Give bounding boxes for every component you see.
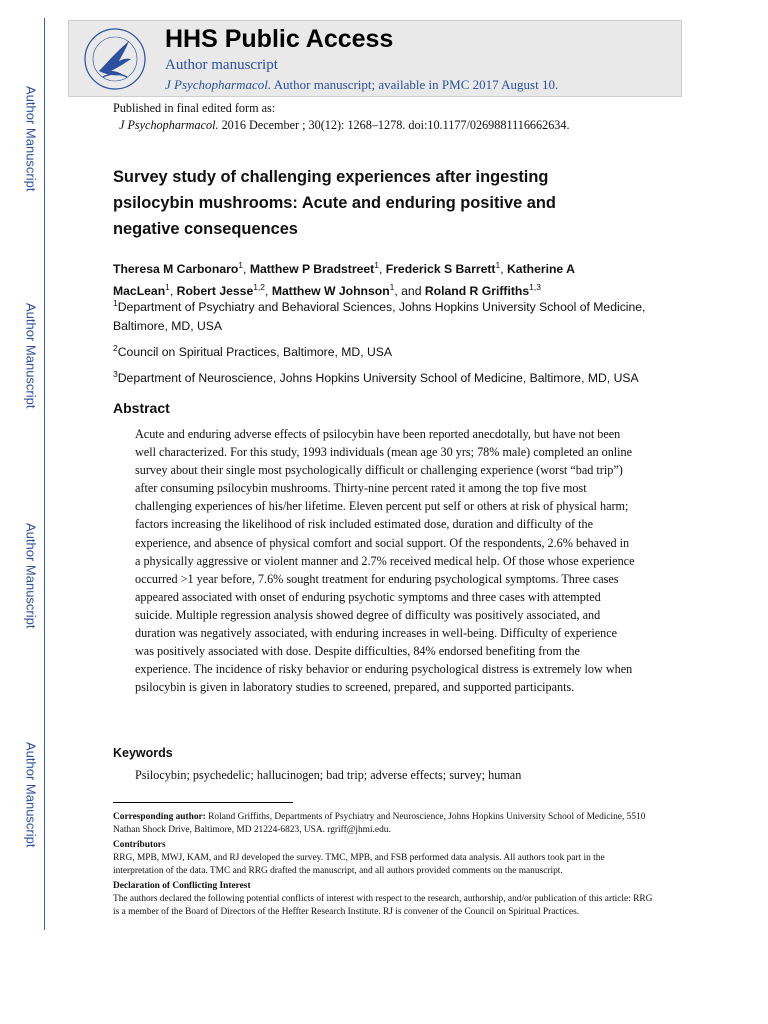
- affiliation-3: [113, 365, 673, 388]
- citation-journal: J Psychopharmacol.: [119, 118, 219, 132]
- affiliation-text: Department of Psychiatry and Behavioral Sciences, Johns Hopkins University School of Medicine, Baltimore, MD, USA: [113, 300, 646, 334]
- availability-text: Author manuscript; available in PMC 2017 August 10.: [271, 77, 559, 92]
- keywords-heading: Keywords: [113, 746, 173, 760]
- hhs-eagle-seal-icon: [83, 25, 147, 93]
- author-name: Katherine A MacLean: [113, 262, 575, 299]
- affiliation-1: [113, 294, 673, 336]
- affiliation-number: 3: [113, 369, 118, 379]
- citation-line: [113, 117, 570, 134]
- author-affiliation-marker: 1,2: [253, 282, 266, 293]
- affiliation-number: 2: [113, 343, 118, 353]
- journal-abbrev: J Psychopharmacol.: [165, 77, 272, 92]
- author-name: Matthew W Johnson: [271, 284, 390, 299]
- hhs-header-banner: [68, 20, 682, 97]
- affiliation-text: Council on Spiritual Practices, Baltimore, MD, USA: [117, 345, 393, 360]
- author-list: Theresa M Carbonaro$^1$, Matthew P Bradstreet$^1$, Frederick S Barrett$^1$, Katherine A MacLean$^1$, Robert Jesse$^{1,2}$, Matthew W Johnson$^1$, and Roland R Griffiths$^{1,3}$: [113, 260, 575, 299]
- citation-details: 2016 December ; 30(12): 1268–1278. doi:10.1177/0269881116662634.: [218, 118, 570, 132]
- article-title: Survey study of challenging experiences after ingesting psilocybin mushrooms: Acute and enduring positive and negative consequences: [113, 168, 556, 238]
- journal-availability-line: [165, 77, 558, 93]
- author-affiliation-marker: 1: [238, 260, 244, 270]
- author-affiliation-marker: 1: [389, 282, 395, 293]
- keywords-text: Psilocybin; psychedelic; hallucinogen; bad trip; adverse effects; survey; human: [135, 768, 522, 782]
- affiliation-text: Department of Neuroscience, Johns Hopkins University School of Medicine, Baltimore, MD, USA: [117, 371, 639, 386]
- contributors-text: RRG, MPB, MWJ, KAM, and RJ developed the survey. TMC, MPB, and FSB performed data analysis. All authors took part in the interpretation of the data. TMC and RRG drafted the manuscript, and all authors provided comments on the manuscript.: [113, 853, 605, 876]
- corresponding-author-text: Roland Griffiths, Departments of Psychiatry and Neuroscience, Johns Hopkins University School of Medicine, 5510 Nathan Shock Drive, Baltimore, MD 21224-6823, USA. rgriff@jhmi.edu.: [113, 812, 646, 835]
- author-name: Roland R Griffiths: [424, 284, 530, 299]
- author-name: Theresa M Carbonaro: [113, 262, 239, 277]
- corresponding-author-note: [113, 811, 653, 836]
- author-name: Robert Jesse: [176, 284, 254, 299]
- abstract-heading: Abstract: [113, 400, 170, 416]
- published-in-label: Published in final edited form as:: [113, 101, 276, 115]
- author-affiliation-marker: 1,3: [529, 282, 541, 293]
- hhs-public-access-title: HHS Public Access: [165, 25, 394, 53]
- author-affiliation-marker: 1: [165, 282, 170, 293]
- author-affiliation-marker: 1: [374, 260, 379, 270]
- affiliation-number: 1: [113, 298, 118, 308]
- author-manuscript-subtitle: Author manuscript: [165, 57, 278, 73]
- author-and-separator: , and: [394, 284, 425, 299]
- abstract-text: Acute and enduring adverse effects of psilocybin have been reported anecdotally, but have not been well characterized. For this study, 1993 individuals (mean age 30 yrs; 78% male) completed an online survey about their single most psychologically difficult or challenging experience (worst “bad trip”) after consuming psilocybin mushrooms. Thirty-nine percent rated it among the top five most challenging experiences of his/her lifetime. Eleven percent put self or others at risk of physical harm; factors increasing the likelihood of risk included estimated dose, duration and difficulty of the experience, and absence of physical comfort and social support. Of the respondents, 2.6% behaved in a physically aggressive or violent manner and 2.7% received medical help. Of those whose experience occurred >1 year before, 7.6% sought treatment for enduring psychological symptoms. Three cases appeared associated with onset of enduring psychotic symptoms and three cases with attempted suicide. Multiple regression analysis showed degree of difficulty was positively associated, and duration was negatively associated, with enduring increases in well-being. Difficulty of experience was positively associated with dose. Despite difficulties, 84% endorsed benefiting from the experience. The incidence of risky behavior or enduring psychological distress is extremely low when psilocybin is given in laboratory studies to screened, prepared, and supported participants.: [135, 427, 635, 695]
- sidebar-rule: [44, 18, 45, 930]
- affiliation-2: [113, 339, 673, 362]
- contributors-heading: Contributors: [113, 840, 166, 850]
- conflict-heading: Declaration of Conflicting Interest: [113, 881, 251, 891]
- publication-info: [113, 100, 570, 134]
- conflict-text: The authors declared the following potential conflicts of interest with respect to the research, authorship, and/or publication of this article: RRG is a member of the Board of Directors of the Heffter Research Institute. RJ is convener of the Council on Spiritual Practices.: [113, 894, 653, 917]
- corresponding-author-label: Corresponding author:: [113, 812, 206, 822]
- author-affiliation-marker: 1: [495, 260, 501, 270]
- author-name: Frederick S Barrett: [385, 262, 496, 277]
- footnote-divider: [113, 802, 293, 803]
- author-name: Matthew P Bradstreet: [249, 262, 375, 277]
